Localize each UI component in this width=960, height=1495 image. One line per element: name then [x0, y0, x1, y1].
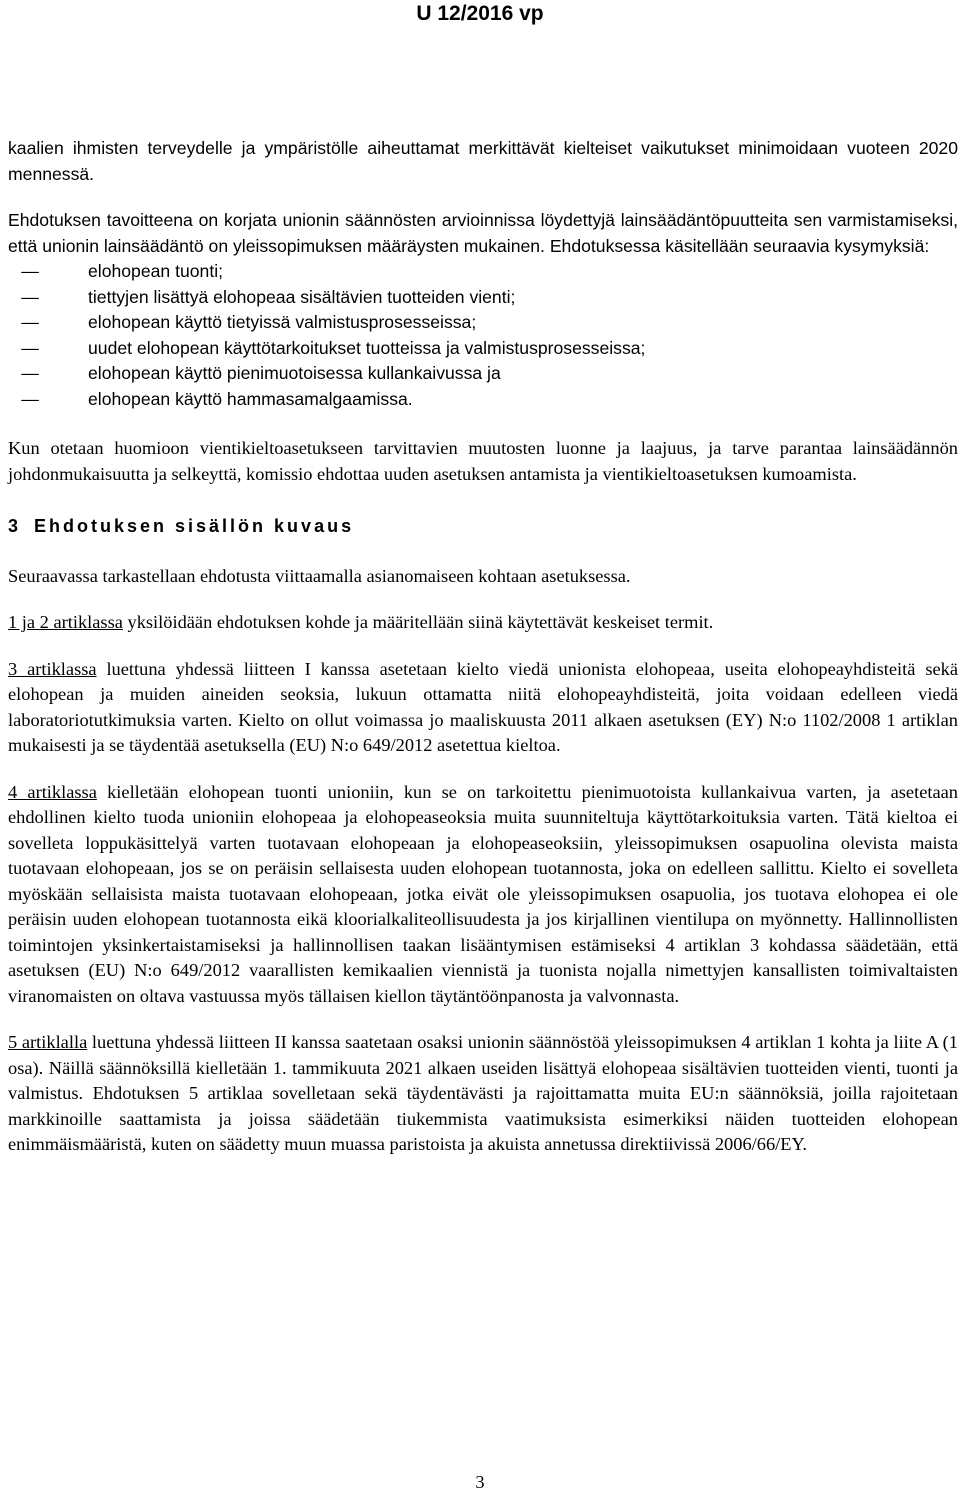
export-ban-paragraph: Kun otetaan huomioon vientikieltoasetukseen tarvittavien muutosten luonne ja laajuus, ja tarve parantaa lainsäädännön johdonmukaisuutta ja selkeyttä, komissio ehdottaa uuden asetuksen antamista ja vientikieltoasetuksen kumoamista. [8, 438, 958, 484]
list-item-text: elohopean tuonti; [88, 261, 224, 281]
list-item [8, 285, 958, 311]
document-id-header: U 12/2016 vp [416, 2, 544, 25]
list-item-text: elohopean käyttö hammasamalgaamissa. [88, 388, 413, 409]
dash-marker: — [21, 363, 39, 383]
issues-list [8, 259, 958, 412]
list-item [8, 387, 958, 413]
article-reference: 4 artiklassa [8, 781, 97, 802]
section-intro: Seuraavassa tarkastellaan ehdotusta viittaamalla asianomaiseen kohtaan asetuksessa. [8, 565, 631, 586]
intro-paragraph-objective: Ehdotuksen tavoitteena on korjata unionin säännösten arvioinnissa löydettyjä lainsäädäntöpuutteita sen varmistamiseksi, että unionin lainsäädäntö on yleissopimuksen määräysten mukainen. Ehdotuksessa käsitellään seuraavia kysymyksiä: [8, 210, 958, 256]
list-item-text: tiettyjen lisättyä elohopeaa sisältävien tuotteiden vienti; [88, 286, 516, 307]
article-reference: 1 ja 2 artiklassa [8, 612, 123, 632]
article-4-paragraph [8, 780, 958, 1010]
section-heading [8, 514, 958, 540]
dash-marker: — [21, 337, 39, 358]
article-3-paragraph [8, 657, 958, 759]
list-item-text: elohopean käyttö tietyissä valmistusprosesseissa; [88, 312, 477, 332]
intro-paragraph-continued: kaalien ihmisten terveydelle ja ympäristölle aiheuttamat merkittävät kielteiset vaikutukset minimoidaan vuoteen 2020 mennessä. [8, 138, 958, 184]
list-item [8, 259, 958, 285]
article-1-2-paragraph [8, 610, 958, 636]
list-item [8, 336, 958, 362]
article-5-paragraph [8, 1030, 958, 1158]
article-reference: 3 artiklassa [8, 658, 97, 679]
article-reference: 5 artiklalla [8, 1032, 88, 1052]
list-item [8, 361, 958, 387]
list-item-text: elohopean käyttö pienimuotoisessa kullankaivussa ja [88, 363, 501, 383]
list-item-text: uudet elohopean käyttötarkoitukset tuotteissa ja valmistusprosesseissa; [88, 337, 646, 358]
page-content [8, 136, 958, 1158]
article-text: kielletään elohopean tuonti unioniin, kun se on tarkoitettu pienimuotoista kullankaivua varten, ja asetetaan ehdollinen kielto tuoda unioniin elohopeaa ja elohopeaseoksia muita suunniteltuja käyttötarkoituksia varten. Tätä kieltoa ei sovelleta loppukäsittelyä varten tuotavaan elohopeaan ja elohopeaseoksiin, yleissopimuksen osapuolina olevista maista tuotavaan elohopeaan, jos se on peräisin sellaisesta uuden elohopean tuotannosta, joka on edelleen sallittu. Kielto ei sovelleta myöskään sellaisista maista tuotavaan elohopeaan, jotka eivät ole yleissopimuksen osapuolia, jos tuotava elohopea ei ole peräisin uuden elohopean tuotannosta eikä kloorialkaliteollisuudesta ja jos kirjallinen vientilupa on myönnetty. Hallinnollisten toimintojen yksinkertaistamiseksi ja hallinnollisen taakan lisääntymisen estämiseksi 4 artiklan 3 kohdassa säädetään, että asetuksen (EU) N:o 649/2012 vaarallisten kemikaalien viennistä ja tuonista nojalla nimettyjen kansallisten toimivaltaisten viranomaisten on oltava vastuussa myös tällaisen kiellon täytäntöönpanosta ja valvonnasta. [8, 781, 958, 1006]
article-text: luettuna yhdessä liitteen I kanssa asetetaan kielto viedä unionista elohopeaa, useita elohopeayhdisteitä sekä elohopean ja muiden aineiden seoksia, lukuun ottamatta niitä elohopeayhdisteitä, joita voidaan edelleen viedä laboratoriotutkimuksia varten. Kielto on ollut voimassa jo maaliskuusta 2011 alkaen asetuksen (EY) N:o 1102/2008 1 artiklan mukaisesti ja se täydentää asetuksella (EU) N:o 649/2012 asetettua kieltoa. [8, 658, 958, 755]
page-number: 3 [475, 1472, 485, 1492]
dash-marker: — [21, 286, 39, 307]
list-item [8, 310, 958, 336]
section-title: Ehdotuksen sisällön kuvaus [34, 516, 355, 536]
dash-marker: — [21, 261, 39, 281]
article-text: yksilöidään ehdotuksen kohde ja määritellään siinä käytettävät keskeiset termit. [122, 612, 714, 632]
section-number: 3 [8, 516, 19, 536]
article-text: luettuna yhdessä liitteen II kanssa saatetaan osaksi unionin säännöstöä yleissopimuksen 4 artiklan 1 kohta ja liite A (1 osa). Näillä säännöksillä kielletään 1. tammikuuta 2021 alkaen useiden lisättyä elohopeaa sisältävien tuotteiden vienti, tuonti ja valmistus. Ehdotuksen 5 artiklaa sovelletaan sekä täydentävästi ja rajoittamatta muita EU:n säännöksiä, joilla rajoitetaan markkinoille saattamista ja joissa säädetään tiukemmista vaatimuksista esimerkiksi näiden tuotteiden elohopean enimmäismääristä, kuten on säädetty muun muassa paristoista ja akuista annetussa direktiivissä 2006/66/EY. [8, 1032, 958, 1154]
dash-marker: — [21, 388, 39, 409]
dash-marker: — [21, 312, 39, 332]
